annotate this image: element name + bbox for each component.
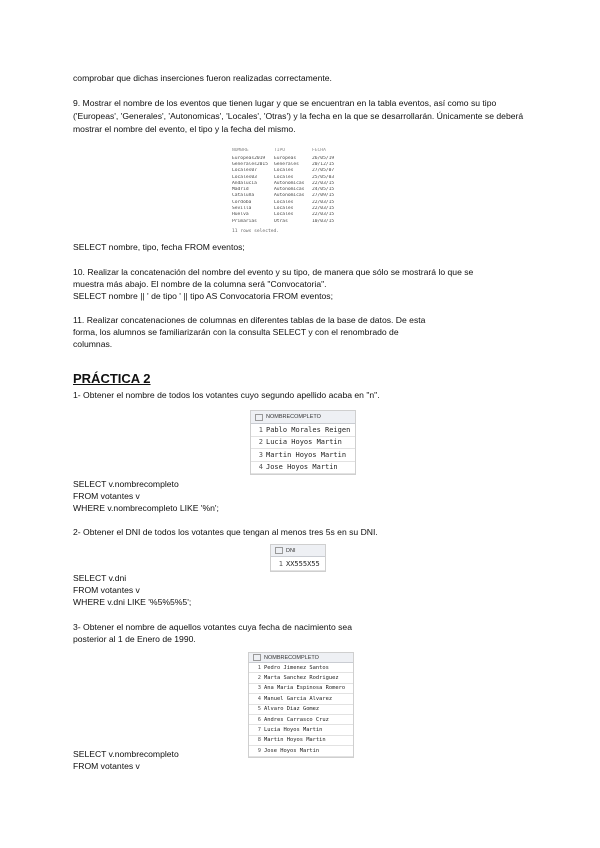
events-cell: 22/03/15	[312, 180, 335, 186]
table-row	[251, 424, 355, 437]
question-11-line3: columnas.	[73, 339, 113, 349]
sql-2-line3: WHERE v.dni LIKE '%5%5%5';	[73, 597, 192, 607]
intro-line: comprobar que dichas inserciones fueron realizadas correctamente.	[73, 73, 332, 83]
table-cell: XX555X55	[286, 559, 320, 568]
events-row	[232, 161, 352, 167]
events-cell: Generales2015	[232, 161, 268, 167]
events-cell: Cordoba	[232, 199, 252, 205]
table-cell: Pedro Jimenez Santos	[264, 664, 329, 671]
practica-question-2: 2- Obtener el DNI de todos los votantes que tengan al menos tres 5s en su DNI.	[73, 527, 378, 537]
events-cell: 22/03/15	[312, 212, 335, 218]
table-cell: Marta Sanchez Rodriguez	[264, 675, 339, 682]
answer-9: SELECT nombre, tipo, fecha FROM eventos;	[73, 242, 245, 252]
sql-1-line2: FROM votantes v	[73, 491, 140, 501]
result-grid-3	[248, 652, 354, 758]
events-cell: Locales	[274, 174, 294, 180]
events-row	[232, 174, 352, 180]
table-cell: Jose Hoyos Martin	[266, 463, 338, 472]
events-cell: Generales	[274, 161, 299, 167]
grid-header-label: NOMBRECOMPLETO	[264, 654, 319, 661]
events-cell: Locales	[274, 206, 294, 212]
events-cell: Locales	[274, 168, 294, 174]
events-row	[232, 205, 352, 211]
table-row	[271, 557, 325, 571]
table-cell: Alvaro Diaz Gomez	[264, 706, 320, 713]
sql-1-line1: SELECT v.nombrecompleto	[73, 479, 179, 489]
events-header-row	[232, 145, 352, 155]
sql-2-line1: SELECT v.dni	[73, 573, 127, 583]
table-cell: Lucia Hoyos Martin	[266, 438, 342, 447]
events-cell: Locales	[274, 199, 294, 205]
question-10-line2: muestra más abajo. El nombre de la columna será "Convocatoria".	[73, 279, 327, 289]
events-cell: Otras	[274, 218, 288, 224]
result-grid-2	[270, 544, 326, 572]
table-row	[249, 673, 353, 683]
table-row	[251, 449, 355, 462]
table-cell: Pablo Morales Reigen	[266, 425, 351, 434]
grid-header	[251, 411, 355, 424]
sql-1-line3: WHERE v.nombrecompleto LIKE '%n';	[73, 503, 219, 513]
events-cell: Autonomicas	[274, 193, 305, 199]
events-row	[232, 168, 352, 174]
result-grid-1	[250, 410, 356, 475]
events-cell: Huelva	[232, 212, 249, 218]
events-cell: 20/12/15	[312, 161, 335, 167]
sql-2-line2: FROM votantes v	[73, 585, 140, 595]
events-cell: Europeas2019	[232, 155, 266, 161]
grid-column-icon	[275, 547, 283, 554]
row-number: 3	[258, 450, 263, 459]
row-number: 1	[258, 425, 263, 434]
table-cell: Martin Hoyos Martin	[264, 737, 326, 744]
table-cell: Andres Carrasco Cruz	[264, 716, 329, 723]
table-row	[249, 684, 353, 694]
events-row	[232, 155, 352, 161]
table-cell: Lucia Hoyos Martin	[264, 727, 323, 734]
events-cell: 27/05/07	[312, 168, 335, 174]
events-row	[232, 218, 352, 224]
practica-question-3-line1: 3- Obtener el nombre de aquellos votantes cuya fecha de nacimiento sea	[73, 622, 352, 632]
events-cell: 10/03/15	[312, 218, 335, 224]
question-10-line1: 10. Realizar la concatenación del nombre del evento y su tipo, de manera que sólo se mostrará lo que se	[73, 267, 474, 277]
events-cell: 22/03/15	[312, 199, 335, 205]
events-cell: Autonomicas	[274, 180, 305, 186]
events-row	[232, 199, 352, 205]
events-cell: Andalucia	[232, 180, 257, 186]
question-11-line1: 11. Realizar concatenaciones de columnas en diferentes tablas de la base de datos. De esta	[73, 315, 426, 325]
events-footer: 11 rows selected.	[232, 229, 280, 235]
sql-3-line1: SELECT v.nombrecompleto	[73, 749, 179, 759]
row-number: 2	[258, 438, 263, 447]
events-row	[232, 186, 352, 192]
row-number: 4	[258, 463, 263, 472]
row-number: 5	[257, 706, 261, 713]
table-row	[249, 736, 353, 746]
events-cell: Sevilla	[232, 206, 252, 212]
events-cell: 24/05/15	[312, 187, 335, 193]
table-row	[249, 663, 353, 673]
table-cell: Ana Maria Espinosa Romero	[264, 685, 346, 692]
events-row	[232, 180, 352, 186]
grid-column-icon	[253, 654, 261, 661]
events-cell: 27/09/15	[312, 193, 335, 199]
row-number: 1	[278, 559, 283, 568]
table-row	[251, 462, 355, 475]
grid-header	[249, 653, 353, 663]
practica-question-1: 1- Obtener el nombre de todos los votantes cuyo segundo apellido acaba en "n".	[73, 390, 380, 400]
events-cell: Locales	[274, 212, 294, 218]
table-row	[249, 715, 353, 725]
answer-10: SELECT nombre || ' de tipo ' || tipo AS Convocatoria FROM eventos;	[73, 291, 333, 301]
table-cell: Jose Hoyos Martin	[264, 747, 320, 754]
grid-header	[271, 545, 325, 557]
events-cell: Cataluña	[232, 193, 255, 199]
events-row	[232, 212, 352, 218]
events-cell: Autonomicas	[274, 187, 305, 193]
row-number: 2	[257, 675, 261, 682]
events-cell: Madrid	[232, 187, 249, 193]
sql-3-line2: FROM votantes v	[73, 761, 140, 771]
table-row	[249, 705, 353, 715]
events-cell: 26/05/19	[312, 155, 335, 161]
events-cell: 22/03/15	[312, 206, 335, 212]
row-number: 8	[257, 737, 261, 744]
row-number: 6	[257, 716, 261, 723]
table-row	[251, 437, 355, 450]
events-row	[232, 193, 352, 199]
events-cell: Locales07	[232, 168, 257, 174]
events-col-fecha: FECHA	[312, 147, 326, 153]
table-row	[249, 725, 353, 735]
row-number: 9	[257, 747, 261, 754]
events-cell: Europeas	[274, 155, 297, 161]
grid-column-icon	[255, 414, 263, 421]
events-cell: Primarias	[232, 218, 257, 224]
events-cell: 25/05/03	[312, 174, 335, 180]
table-row	[249, 694, 353, 704]
row-number: 3	[257, 685, 261, 692]
question-11-line2: forma, los alumnos se familiarizarán con la consulta SELECT y con el renombrado de	[73, 327, 399, 337]
events-col-tipo: TIPO	[274, 147, 286, 153]
grid-header-label: DNI	[286, 547, 296, 554]
table-cell: Manuel Garcia Alvarez	[264, 695, 333, 702]
grid-header-label: NOMBRECOMPLETO	[266, 414, 321, 420]
section-heading-practica-2: PRÁCTICA 2	[73, 371, 151, 386]
events-result-image	[232, 145, 352, 260]
events-col-nombre: NOMBRE	[232, 147, 249, 153]
practica-question-3-line2: posterior al 1 de Enero de 1990.	[73, 634, 196, 644]
table-row	[249, 746, 353, 756]
row-number: 1	[257, 664, 261, 671]
question-9: 9. Mostrar el nombre de los eventos que tienen lugar y que se encuentran en la tabla eventos, así como su tipo ('Europeas', 'Generales', 'Autonomicas', 'Locales', 'Otras') y la fecha en la que se desarrollarán. Únicamente se deberá mostrar el nombre del evento, el tipo y la fecha del mismo.	[73, 98, 524, 134]
events-cell: Locales03	[232, 174, 257, 180]
row-number: 4	[257, 695, 261, 702]
table-cell: Martin Hoyos Martin	[266, 450, 347, 459]
row-number: 7	[257, 727, 261, 734]
